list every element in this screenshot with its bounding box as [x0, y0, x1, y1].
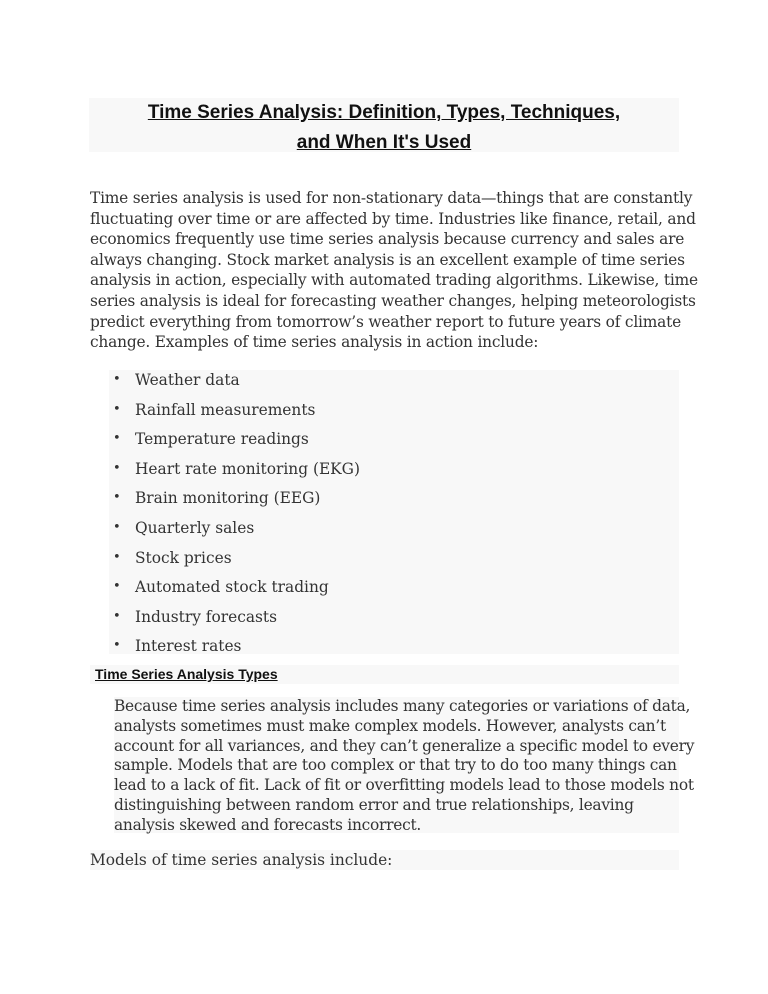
bullet-icon: • — [113, 372, 121, 387]
bullet-icon: • — [113, 608, 121, 624]
bullet-icon: • — [113, 490, 121, 506]
list-item-text: Weather data — [135, 371, 240, 389]
intro-line: always changing. Stock market analysis is an excellent example of time series — [90, 250, 685, 269]
intro-line: economics frequently use time series analysis because currency and sales are — [90, 230, 685, 249]
title-line-2: and When It's Used — [296, 132, 472, 153]
list-item — [109, 577, 679, 607]
section-heading-text: Time Series Analysis Types — [95, 666, 278, 682]
models-intro: Models of time series analysis include: — [90, 850, 679, 870]
list-item — [109, 548, 679, 578]
list-item-text: Brain monitoring (EEG) — [135, 489, 321, 508]
list-item — [109, 429, 679, 459]
bullet-icon: • — [113, 460, 121, 476]
bullet-icon: • — [113, 638, 121, 654]
examples-list — [109, 370, 679, 654]
bullet-icon: • — [113, 579, 121, 595]
types-line: Because time series analysis includes many categories or variations of data, — [114, 697, 691, 715]
list-item — [109, 488, 679, 518]
intro-paragraph — [90, 188, 698, 353]
list-item-text: Industry forecasts — [135, 607, 277, 626]
types-line: analysis skewed and forecasts incorrect. — [114, 815, 422, 834]
list-item — [109, 636, 679, 666]
title-line-1: Time Series Analysis: Definition, Types, Techniques, — [147, 102, 621, 123]
types-line: lead to a lack of fit. Lack of fit or overfitting models lead to those models not — [114, 776, 694, 795]
list-item-text: Interest rates — [135, 637, 242, 656]
bullet-icon: • — [113, 401, 121, 417]
section-heading-types — [90, 665, 679, 684]
list-item — [109, 518, 679, 548]
list-item — [109, 459, 679, 489]
bullet-icon: • — [113, 519, 121, 535]
document-title — [89, 98, 679, 152]
types-line: distinguishing between random error and true relationships, leaving — [114, 795, 634, 814]
bullet-icon: • — [113, 431, 121, 447]
types-paragraph — [114, 697, 695, 834]
list-item-text: Stock prices — [135, 548, 232, 567]
list-item — [109, 400, 679, 430]
list-item-text: Automated stock trading — [135, 578, 329, 597]
intro-line: Time series analysis is used for non-stationary data—things that are constantly — [90, 189, 693, 207]
list-item-text: Rainfall measurements — [135, 400, 316, 419]
intro-line: series analysis is ideal for forecasting weather changes, helping meteorologists — [90, 291, 696, 310]
bullet-icon: • — [113, 549, 121, 565]
intro-line: change. Examples of time series analysis in action include: — [90, 333, 539, 352]
list-item — [109, 607, 679, 637]
intro-line: predict everything from tomorrow’s weather report to future years of climate — [90, 312, 682, 331]
list-item-text: Quarterly sales — [135, 518, 255, 537]
list-item-text: Temperature readings — [135, 430, 309, 449]
types-line: sample. Models that are too complex or that try to do too many things can — [114, 756, 677, 775]
list-item — [109, 370, 679, 400]
types-line: account for all variances, and they can’t generalize a specific model to every — [114, 736, 695, 755]
intro-line: fluctuating over time or are affected by time. Industries like finance, retail, and — [90, 209, 696, 228]
list-item-text: Heart rate monitoring (EKG) — [135, 459, 360, 478]
intro-line: analysis in action, especially with automated trading algorithms. Likewise, time — [90, 271, 698, 290]
types-line: analysts sometimes must make complex models. However, analysts can’t — [114, 716, 666, 735]
